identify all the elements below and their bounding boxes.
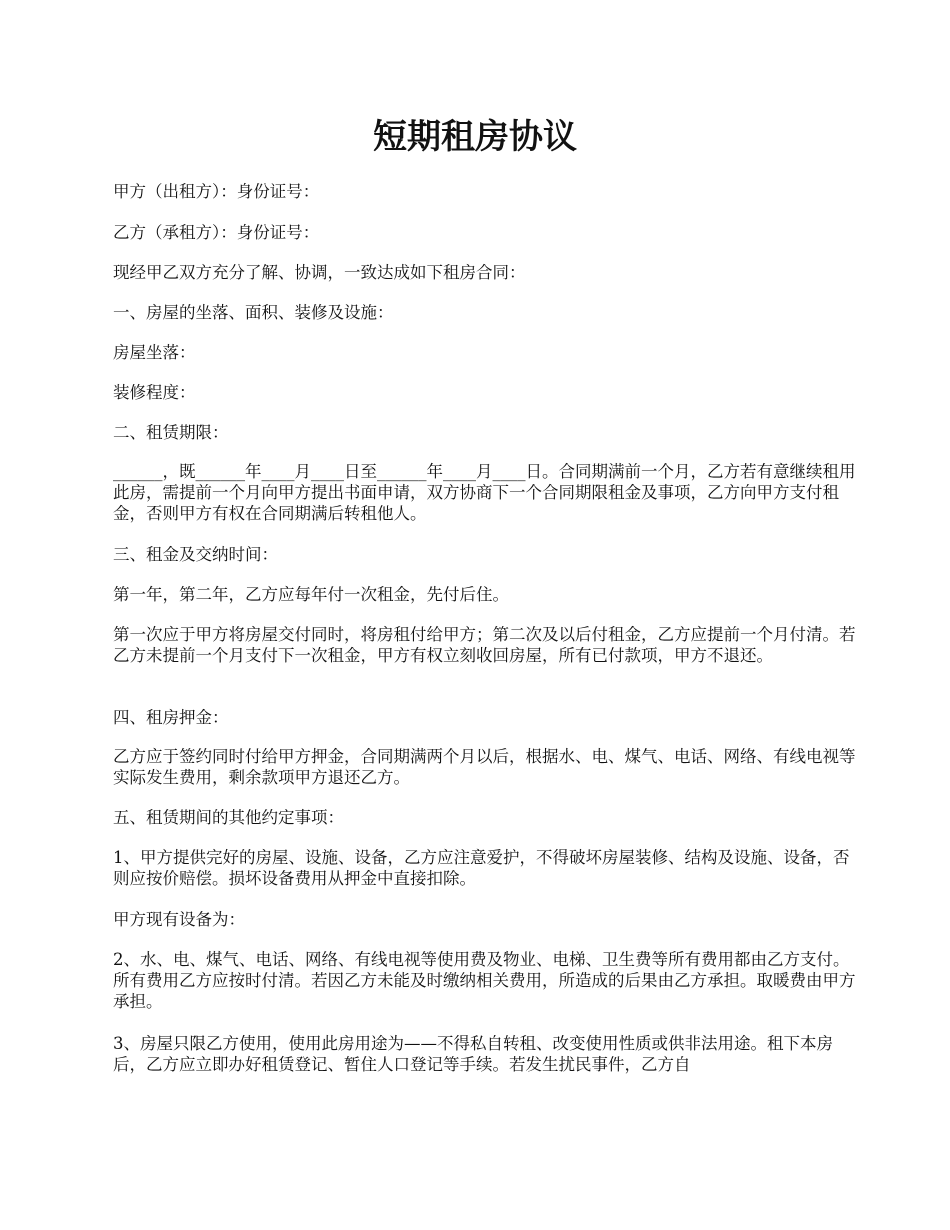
blank-field: ____ [492,462,526,481]
party-b-line: 乙方（承租方）：身份证号： [113,223,320,242]
blank-field: ______ [113,462,163,481]
term-text: 月 [294,462,311,481]
equipment-label: 甲方现有设备为： [113,910,245,929]
intro-paragraph: 现经甲乙双方充分了解、协调，一致达成如下租房合同： [113,263,526,282]
location-label: 房屋坐落： [113,343,196,362]
section-2-heading: 二、租赁期限： [113,423,229,442]
document-title: 短期租房协议 [373,117,577,157]
deposit-paragraph: 乙方应于签约同时付给甲方押金，合同期满两个月以后，根据水、电、煤气、电话、网络、有线电视等实际发生费用，剩余款项甲方退还乙方。 [113,747,856,787]
term-text: 日。合同期满前一个月，乙方若有意继续租用此房，需提前一个月向甲方提出书面申请，双方协商下一个合同期限租金及事项，乙方向甲方支付租金，否则甲方有权在合同期满后转租他人。 [113,462,856,523]
section-3-heading: 三、租金及交纳时间： [113,545,278,564]
blank-field: ____ [311,462,344,481]
term-text: 年 [245,462,262,481]
term-text: 月 [476,462,493,481]
lease-term-paragraph [113,461,858,524]
rent-timing-paragraph: 第一次应于甲方将房屋交付同时，将房租付给甲方；第二次及以后付租金，乙方应提前一个月付清。若乙方未提前一个月支付下一次租金，甲方有权立刻收回房屋，所有已付款项，甲方不退还。 [113,625,856,665]
clause-3: 3、房屋只限乙方使用，使用此房用途为——不得私自转租、改变使用性质或供非法用途。租下本房后，乙方应立即办好租赁登记、暂住人口登记等手续。若发生扰民事件，乙方自 [113,1034,833,1074]
clause-2: 2、水、电、煤气、电话、网络、有线电视等使用费及物业、电梯、卫生费等所有费用都由乙方支付。所有费用乙方应按时付清。若因乙方未能及时缴纳相关费用，所造成的后果由乙方承担。取暖费由甲方承担。 [113,950,856,1011]
term-text: 日至 [344,462,377,481]
party-a-line: 甲方（出租方）：身份证号： [113,182,320,201]
term-text: 年 [426,462,443,481]
blank-field: ____ [261,462,295,481]
term-text: ，既 [162,462,196,481]
clause-1: 1、甲方提供完好的房屋、设施、设备，乙方应注意爱护，不得破坏房屋装修、结构及设施、设备，否则应按价赔偿。损坏设备费用从押金中直接扣除。 [113,848,850,888]
section-1-heading: 一、房屋的坐落、面积、装修及设施： [113,303,394,322]
decoration-label: 装修程度： [113,383,196,402]
blank-field: ____ [443,462,476,481]
rent-payment-paragraph: 第一年，第二年，乙方应每年付一次租金，先付后住。 [113,585,509,604]
blank-field: ______ [377,462,427,481]
blank-field: ______ [195,462,245,481]
section-5-heading: 五、租赁期间的其他约定事项： [113,808,344,827]
section-4-heading: 四、租房押金： [113,708,229,727]
